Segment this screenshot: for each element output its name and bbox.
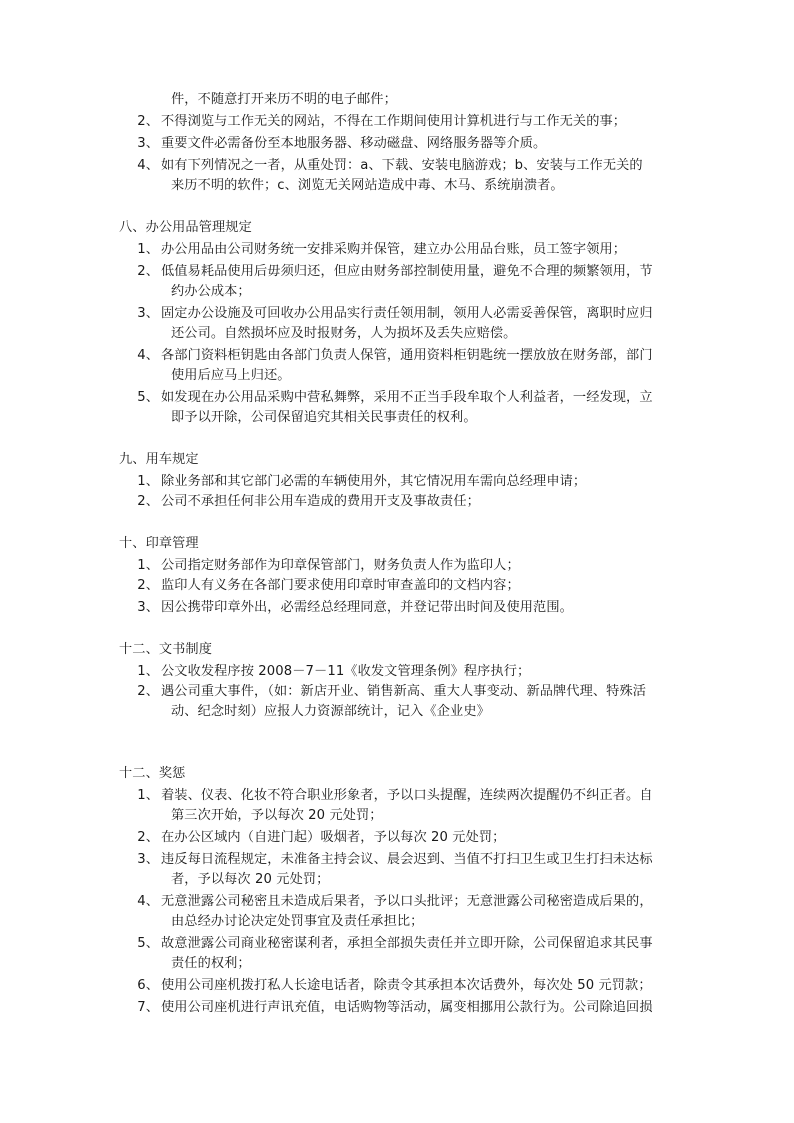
list-item-text: 公文收发程序按 2008－7－11《收发文管理条例》程序执行； xyxy=(161,664,531,679)
section-heading: 十二、奖惩 xyxy=(119,766,186,781)
list-item-text: 监印人有义务在各部门要求使用印章时审查盖印的文档内容； xyxy=(161,578,520,593)
item-number: 4、 xyxy=(137,348,159,363)
list-item-text: 重要文件必需备份至本地服务器、移动磁盘、网络服务器等介质。 xyxy=(161,136,547,151)
list-item-continuation: 约办公成本； xyxy=(171,284,251,299)
item-number: 3、 xyxy=(137,306,159,321)
item-number: 2、 xyxy=(137,684,159,699)
list-item-text: 违反每日流程规定，未准备主持会议、晨会迟到、当值不打扫卫生或卫生打扫未达标 xyxy=(161,852,653,867)
item-number: 2、 xyxy=(137,830,159,845)
list-item-text: 除业务部和其它部门必需的车辆使用外，其它情况用车需向总经理申请； xyxy=(161,474,587,489)
list-item-continuation: 来历不明的软件；c、浏览无关网站造成中毒、木马、系统崩溃者。 xyxy=(171,178,564,193)
list-item-continuation: 责任的权利； xyxy=(171,956,251,971)
list-item-continuation: 即予以开除，公司保留追究其相关民事责任的权利。 xyxy=(171,410,477,425)
item-number: 1、 xyxy=(137,664,159,679)
list-item-continuation: 件，不随意打开来历不明的电子邮件； xyxy=(171,92,397,107)
item-number: 3、 xyxy=(137,852,159,867)
item-number: 5、 xyxy=(137,936,159,951)
item-number: 2、 xyxy=(137,578,159,593)
list-item-continuation: 动、纪念时刻）应报人力资源部统计，记入《企业史》 xyxy=(171,704,490,719)
item-number: 3、 xyxy=(137,136,159,151)
list-item-text: 故意泄露公司商业秘密谋利者，承担全部损失责任并立即开除，公司保留追求其民事 xyxy=(161,936,653,951)
item-number: 7、 xyxy=(137,1000,159,1015)
list-item-text: 固定办公设施及可回收办公用品实行责任领用制，领用人必需妥善保管，离职时应归 xyxy=(161,306,653,321)
list-item-text: 无意泄露公司秘密且未造成后果者，予以口头批评；无意泄露公司秘密造成后果的， xyxy=(161,894,653,909)
list-item-continuation: 使用后应马上归还。 xyxy=(171,368,291,383)
item-number: 1、 xyxy=(137,788,159,803)
item-number: 6、 xyxy=(137,978,159,993)
item-number: 2、 xyxy=(137,494,159,509)
list-item-text: 低值易耗品使用后毋须归还，但应由财务部控制使用量，避免不合理的频繁领用，节 xyxy=(161,264,653,279)
section-heading: 九、用车规定 xyxy=(119,452,199,467)
list-item-text: 在办公区域内（自进门起）吸烟者，予以每次 20 元处罚； xyxy=(161,830,506,845)
item-number: 2、 xyxy=(137,264,159,279)
list-item-text: 如发现在办公用品采购中营私舞弊，采用不正当手段牟取个人利益者，一经发现，立 xyxy=(161,390,653,405)
list-item-continuation: 者，予以每次 20 元处罚； xyxy=(171,872,330,887)
list-item-text: 使用公司座机进行声讯充值，电话购物等活动，属变相挪用公款行为。公司除追回损 xyxy=(161,1000,653,1015)
list-item-text: 遇公司重大事件，（如：新店开业、销售新高、重大人事变动、新品牌代理、特殊活 xyxy=(161,684,647,699)
list-item-text: 如有下列情况之一者，从重处罚：a、下载、安装电脑游戏；b、安装与工作无关的 xyxy=(161,158,643,173)
item-number: 2、 xyxy=(137,114,159,129)
list-item-text: 公司指定财务部作为印章保管部门，财务负责人作为监印人； xyxy=(161,558,520,573)
list-item-text: 办公用品由公司财务统一安排采购并保管，建立办公用品台账，员工签字领用； xyxy=(161,242,627,257)
list-item-text: 使用公司座机拨打私人长途电话者，除责令其承担本次话费外，每次处 50 元罚款； xyxy=(161,978,652,993)
list-item-text: 不得浏览与工作无关的网站，不得在工作期间使用计算机进行与工作无关的事； xyxy=(161,114,627,129)
list-item-text: 公司不承担任何非公用车造成的费用开支及事故责任； xyxy=(161,494,480,509)
item-number: 5、 xyxy=(137,390,159,405)
section-heading: 十、印章管理 xyxy=(119,536,199,551)
item-number: 1、 xyxy=(137,558,159,573)
list-item-continuation: 还公司。自然损坏应及时报财务，人为损坏及丢失应赔偿。 xyxy=(171,326,517,341)
item-number: 4、 xyxy=(137,894,159,909)
list-item-text: 因公携带印章外出，必需经总经理同意，并登记带出时间及使用范围。 xyxy=(161,600,573,615)
item-number: 4、 xyxy=(137,158,159,173)
item-number: 1、 xyxy=(137,242,159,257)
item-number: 1、 xyxy=(137,474,159,489)
list-item-text: 着装、仪表、化妆不符合职业形象者，予以口头提醒，连续两次提醒仍不纠正者。自 xyxy=(161,788,653,803)
list-item-continuation: 由总经办讨论决定处罚事宜及责任承担比； xyxy=(171,914,424,929)
section-heading: 八、办公用品管理规定 xyxy=(119,220,252,235)
list-item-continuation: 第三次开始，予以每次 20 元处罚； xyxy=(171,808,383,823)
item-number: 3、 xyxy=(137,600,159,615)
list-item-text: 各部门资料柜钥匙由各部门负责人保管，通用资料柜钥匙统一摆放放在财务部，部门 xyxy=(161,348,653,363)
section-heading: 十二、文书制度 xyxy=(119,642,213,657)
